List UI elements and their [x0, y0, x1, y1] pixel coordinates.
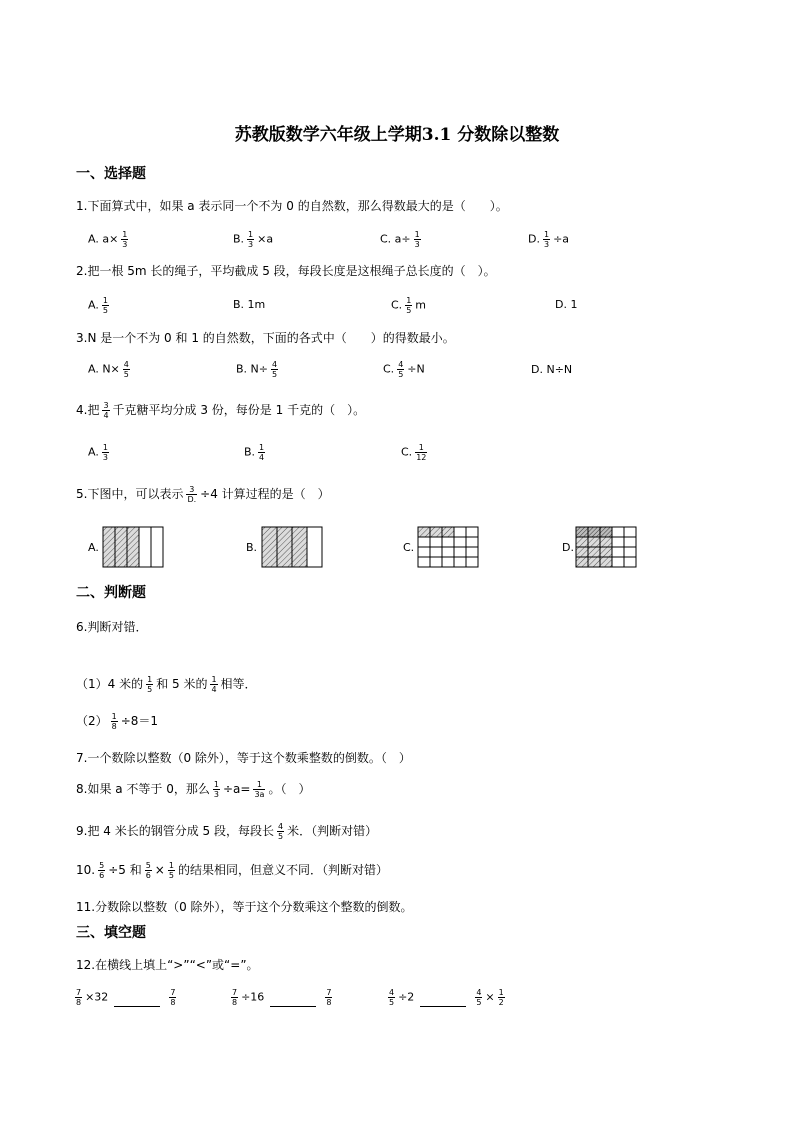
q2-option-b: B. 1m	[233, 298, 266, 311]
q4-option-c: C. $\frac{1}{12}$	[401, 443, 427, 462]
q2-option-d: D. 1	[555, 298, 578, 311]
q3-option-c: C. $\frac{4}{5}$ ÷N	[383, 360, 425, 379]
q1-option-c: C. a÷ $\frac{1}{3}$	[380, 230, 420, 249]
q3-option-d: D. N÷N	[531, 363, 573, 376]
q4-option-b: B. $\frac{1}{4}$	[244, 443, 265, 462]
q12-expression-1: $\frac{7}{8}$ ×32 $\frac{7}{8}$	[76, 988, 176, 1007]
section-heading-fill: 三、填空题	[76, 925, 146, 941]
question-8-stem: 8.如果 a 不等于 0，那么 $\frac{1}{3}$ ÷a= $\frac{1}{3a}$ 。（ ）	[76, 780, 311, 799]
page-title: 苏教版数学六年级上学期3.1 分数除以整数	[234, 125, 560, 145]
q12-blank-2[interactable]	[270, 994, 316, 1007]
q4-option-a: A. $\frac{1}{3}$	[88, 443, 108, 462]
question-3-stem: 3.N 是一个不为 0 和 1 的自然数，下面的各式中（ ）的得数最小。	[76, 331, 455, 345]
question-9-stem: 9.把 4 米长的钢管分成 5 段，每段长 $\frac{4}{5}$ 米．（判断对错）	[76, 822, 378, 841]
q3-option-a: A. N× $\frac{4}{5}$	[88, 360, 129, 379]
figure-c	[418, 527, 478, 567]
question-7-stem: 7.一个数除以整数（0 除外），等于这个数乘整数的倒数。（ ）	[76, 751, 411, 765]
question-11-stem: 11.分数除以整数（0 除外），等于这个分数乘这个整数的倒数。	[76, 900, 413, 914]
q2-option-c: C. $\frac{1}{5}$ m	[391, 296, 426, 315]
q1-option-d: D. $\frac{1}{3}$ ÷a	[528, 230, 570, 249]
q3-option-b: B. N÷ $\frac{4}{5}$	[236, 360, 278, 379]
question-4-stem: 4.把 $\frac{3}{4}$ 千克糖平均分成 3 份，每份是 1 千克的（ ）。	[76, 401, 366, 420]
question-6-part-1: （1）4 米的 $\frac{1}{5}$ 和 5 米的 $\frac{1}{4}$ 相等．	[76, 675, 257, 694]
section-heading-judge: 二、判断题	[76, 585, 146, 601]
q5-option-a: A.	[88, 541, 99, 554]
q12-expression-3: $\frac{4}{5}$ ÷2 $\frac{4}{5}$ × $\frac{1}{2}$	[389, 988, 504, 1007]
section-heading-choice: 一、选择题	[76, 166, 146, 182]
q12-blank-3[interactable]	[420, 994, 466, 1007]
q1-option-a: A. a× $\frac{1}{3}$	[88, 230, 128, 249]
question-2-stem: 2.把一根 5m 长的绳子，平均截成 5 段，每段长度是这根绳子总长度的（ ）。	[76, 264, 496, 278]
question-12-stem: 12.在横线上填上“>”“<”或“=”。	[76, 958, 259, 972]
q2-option-a: A. $\frac{1}{5}$	[88, 296, 108, 315]
q12-expression-2: $\frac{7}{8}$ ÷16 $\frac{7}{8}$	[232, 988, 332, 1007]
question-10-stem: 10. $\frac{5}{6}$ ÷5 和 $\frac{5}{6}$ × $\frac{1}{5}$ 的结果相同，但意义不同．（判断对错）	[76, 861, 388, 880]
question-1-stem: 1.下面算式中，如果 a 表示同一个不为 0 的自然数，那么得数最大的是（ ）。	[76, 199, 508, 213]
question-5-stem: 5.下图中，可以表示 $\frac{3}{D.}$ ÷4 计算过程的是（ ）	[76, 485, 330, 504]
q1-option-b: B. $\frac{1}{3}$ ×a	[233, 230, 274, 249]
figure-b	[262, 527, 322, 567]
q12-blank-1[interactable]	[114, 994, 160, 1007]
figure-a	[103, 527, 163, 567]
question-6-stem: 6.判断对错．	[76, 620, 148, 634]
q5-option-b: B.	[246, 541, 258, 554]
q5-option-d: D.	[562, 541, 574, 554]
figure-d	[576, 527, 636, 567]
question-6-part-2: （2） $\frac{1}{8}$ ÷8＝1	[76, 712, 159, 731]
q5-option-c: C.	[403, 541, 415, 554]
